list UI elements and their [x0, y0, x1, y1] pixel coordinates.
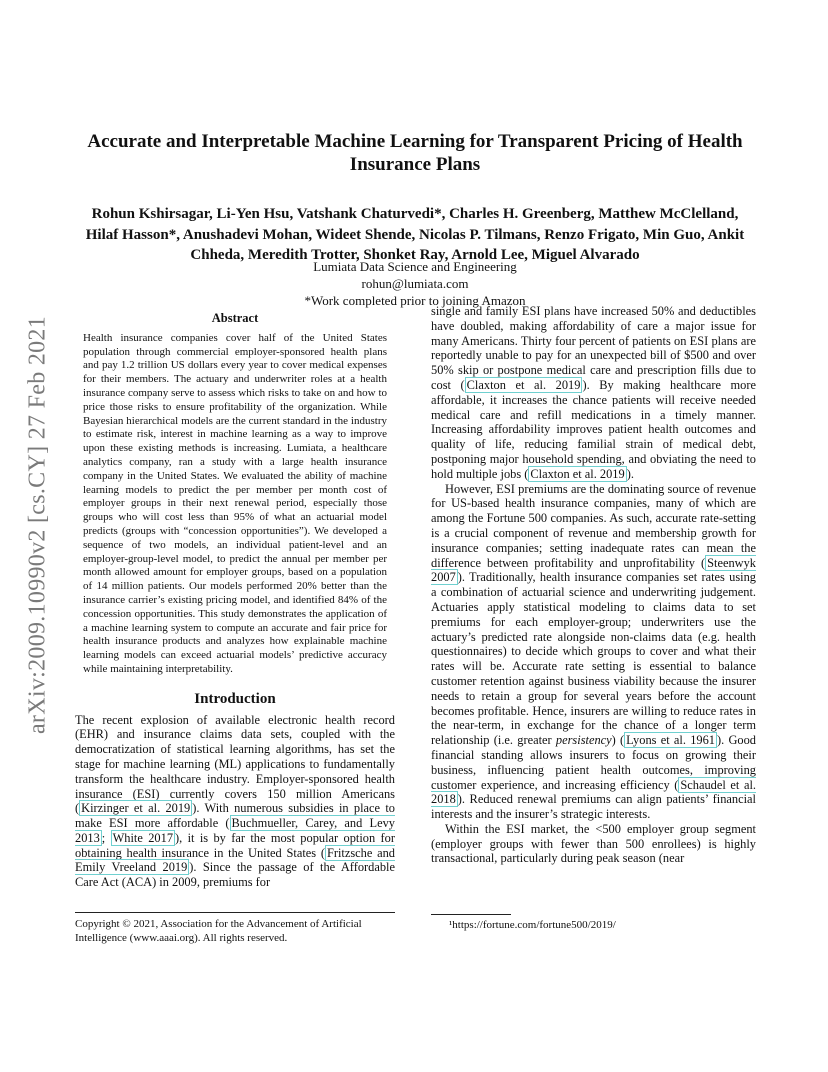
affiliation: Lumiata Data Science and Engineering: [313, 259, 517, 274]
right-paragraph-3: Within the ESI market, the <500 employer group segment (employer groups with fewer than 500 enrollees) is highly transactional, particularly during peak season (near: [431, 821, 756, 866]
copyright-notice: Copyright © 2021, Association for the Advancement of Artificial Intelligence (www.aaai.org). All rights reserved.: [75, 912, 395, 945]
right-paragraph-1: single and family ESI plans have increased 50% and deductibles have doubled, making affordability of care a major issue for many Americans. Thirty four percent of patients on ESI plans are reportedly unable to pay for an unexpected bill of $500 and over 50% skip or postpone medical care and prescription fills due to cost ( Claxton et al. 2019 ). By making healthcare more affordable, it increases the chance patients will receive needed medical care and refill medications in a timely manner. Increasing affordability improves patient health outcomes and quality of life, reducing familial strain of medical debt, postponing major household spending, and obviating the need to hold multiple jobs ( Claxton et al. 2019 ).: [431, 304, 756, 481]
author-note: *Work completed prior to joining Amazon: [304, 293, 526, 308]
abstract-text: Health insurance companies cover half of the United States population through commercial employer-sponsored health plans and pay 1.2 trillion US dollars every year to cover medical expenses for their members. The actuary and underwriter roles at a health insurance company serve to assess which risks to take on and how to price those risks to ensure profitability of the organization. While Bayesian hierarchical models are the current standard in the industry to estimate risk, interest in machine learning as a way to improve upon these existing methods is increasing. Lumiata, a healthcare analytics company, ran a study with a large health insurance company in the United States. We evaluated the ability of machine learning models to predict the per member per month cost of employer groups in their next renewal period, especially those groups who will cost less than 95% of what an actuarial model predicts (groups with “concession opportunities”). We developed a sequence of two models, an individual patient-level and an employer-group-level model, to predict the annual per member per month allowed amount for employer groups, based on a population of 14 million patients. Our models performed 20% better than the insurance carrier’s existing pricing model, and identified 84% of the concession opportunities. This study demonstrates the application of a machine learning system to compute an accurate and fair price for health insurance products and analyzes how explainable machine learning models can exceed actuarial models’ predictive accuracy while maintaining interpretability.: [83, 331, 387, 675]
citation-link[interactable]: Buchmueller, Carey, and Levy 2013: [75, 816, 395, 845]
author-list: Rohun Kshirsagar, Li-Yen Hsu, Vatshank Chaturvedi*, Charles H. Greenberg, Matthew McClelland, Hilaf Hasson*, Anushadevi Mohan, Wideet Shende, Nicolas P. Tilmans, Renzo Frigato, Min Guo, Ankit Chheda, Meredith Trotter, Shonket Ray, Arnold Lee, Miguel Alvarado: [85, 206, 745, 263]
citation-link[interactable]: Claxton et al. 2019: [466, 377, 581, 392]
citation-link[interactable]: Steenwyk 2007: [431, 555, 756, 585]
abstract-heading: Abstract: [211, 311, 259, 325]
right-paragraph-2: However, ESI premiums are the dominating source of revenue for US-based health insurance companies, many of which are among the Fortune 500 companies. As such, accurate rate-setting is a crucial component of revenue and membership growth for insurance companies; setting inadequate rates can mean the difference between profitability and unprofitability ( Steenwyk 2007 ). Traditionally, health insurance companies set rates using a combination of actuarial science and underwriting judgement. Actuaries apply statistical modeling to claims data to set premiums for each employer-group; underwriters use the actuary’s predicted rate alongside non-claims data (e.g. health questionnaires) to decide which groups to cover and what their rates will be. Accurate rate setting is essential to balance customer retention against business viability because the insurer needs to retain a group for several years before the account becomes profitable. Hence, insurers are willing to reduce rates in the near-term, in exchange for the chance of a longer term relationship (i.e. greater persistency) ( Lyons et al. 1961 ). Good financial standing allows insurers to focus on growing their business, influencing patient health outcomes, improving customer experience, and increasing efficiency ( Schaudel et al. 2018 ). Reduced renewal premiums can align patients’ financial interests and the insurer’s strategic interests.: [431, 481, 756, 822]
arxiv-stamp-text: arXiv:2009.10990v2 [cs.CY] 27 Feb 2021: [24, 315, 51, 735]
paper-title: Accurate and Interpretable Machine Learning for Transparent Pricing of Health Insurance Plans: [87, 131, 743, 175]
citation-link[interactable]: Schaudel et al. 2018: [431, 777, 756, 807]
citation-link[interactable]: Fritzsche and Emily Vreeland 2019: [75, 845, 395, 875]
arxiv-stamp: [18, 290, 58, 760]
footnote-text: ¹https://fortune.com/fortune500/2019/: [449, 919, 616, 931]
footnote: [431, 914, 756, 931]
citation-link[interactable]: White 2017: [112, 830, 174, 845]
affiliation-block: [75, 258, 755, 309]
introduction-heading: Introduction: [194, 690, 276, 707]
citation-link[interactable]: Lyons et al. 1961: [626, 733, 715, 748]
footnote-rule: [431, 914, 511, 915]
email: rohun@lumiata.com: [361, 276, 469, 291]
citation-link[interactable]: Claxton et al. 2019: [530, 466, 625, 481]
right-column: [431, 304, 756, 866]
citation-link[interactable]: Kirzinger et al. 2019: [81, 801, 191, 816]
intro-paragraph: The recent explosion of available electronic health record (EHR) and insurance claims data sets, coupled with the democratization of statistical learning algorithms, has set the stage for machine learning (ML) applications to fundamentally transform the healthcare industry. Employer-sponsored health insurance (ESI) currently covers 150 million Americans ( Kirzinger et al. 2019 ). With numerous subsidies in place to make ESI more affordable ( Buchmueller, Carey, and Levy 2013 ; White 2017 ), it is by far the most popular option for obtaining health insurance in the United States ( Fritzsche and Emily Vreeland 2019 ). Since the passage of the Affordable Care Act (ACA) in 2009, premiums for: [75, 712, 395, 890]
left-column: [75, 312, 395, 890]
